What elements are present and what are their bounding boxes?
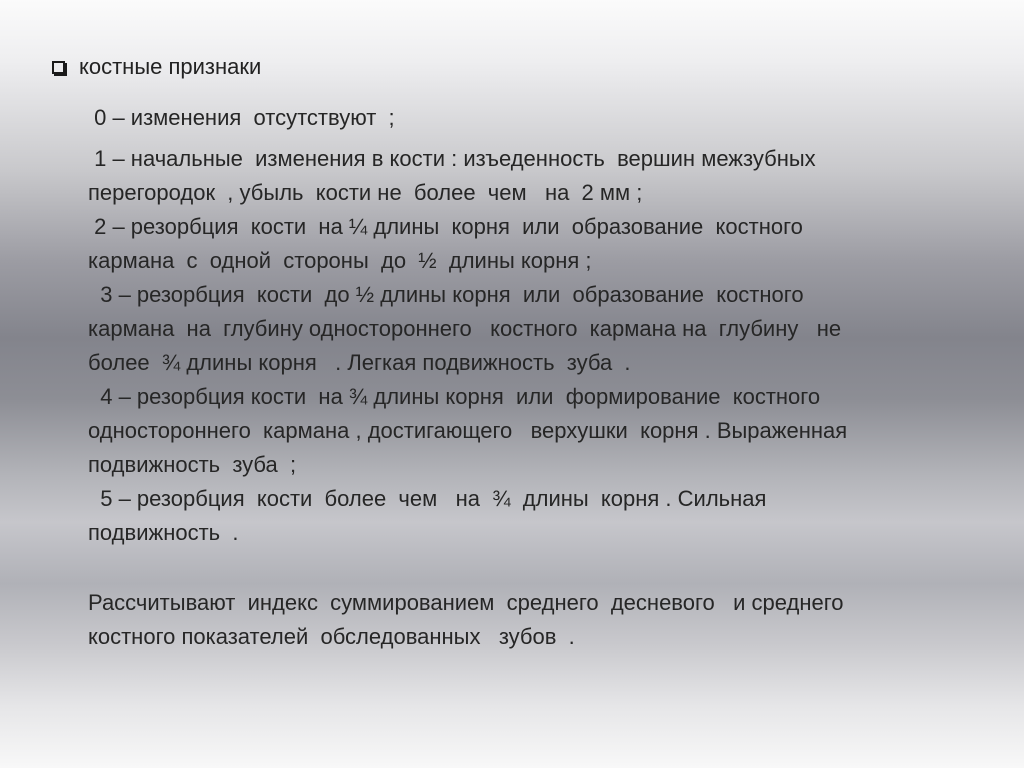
text-line-grade-3-cont2: более ¾ длины корня . Легкая подвижность зуба .	[88, 350, 631, 375]
text-line-grade-2-cont: кармана с одной стороны до ½ длины корня ;	[88, 248, 592, 273]
text-line-grade-3: 3 – резорбция кости до ½ длины корня или образование костного	[88, 282, 804, 307]
text-line-grade-4-cont2: подвижность зуба ;	[88, 452, 297, 477]
text-line-grade-1: 1 – начальные изменения в кости : изъеденность вершин межзубных	[88, 146, 816, 171]
summary-line-2: костного показателей обследованных зубов .	[88, 624, 575, 649]
text-line-grade-0: 0 – изменения отсутствуют ;	[88, 105, 395, 130]
heading-row	[50, 52, 261, 82]
text-line-grade-3-cont: кармана на глубину одностороннего костного кармана на глубину не	[88, 316, 842, 341]
text-line-grade-5-cont: подвижность .	[88, 520, 239, 545]
text-line-grade-4: 4 – резорбция кости на ¾ длины корня или формирование костного	[88, 384, 821, 409]
summary-line-1: Рассчитывают индекс суммированием среднего десневого и среднего	[88, 590, 844, 615]
text-line-grade-5: 5 – резорбция кости более чем на ¾ длины корня . Сильная	[88, 486, 767, 511]
text-line-grade-1-cont: перегородок , убыль кости не более чем на 2 мм ;	[88, 180, 643, 205]
slide-heading: костные признаки	[79, 54, 262, 79]
checkbox-bullet-icon	[52, 61, 65, 74]
text-line-grade-2: 2 – резорбция кости на ¼ длины корня или образование костного	[88, 214, 803, 239]
text-line-grade-4-cont: одностороннего кармана , достигающего верхушки корня . Выраженная	[88, 418, 848, 443]
